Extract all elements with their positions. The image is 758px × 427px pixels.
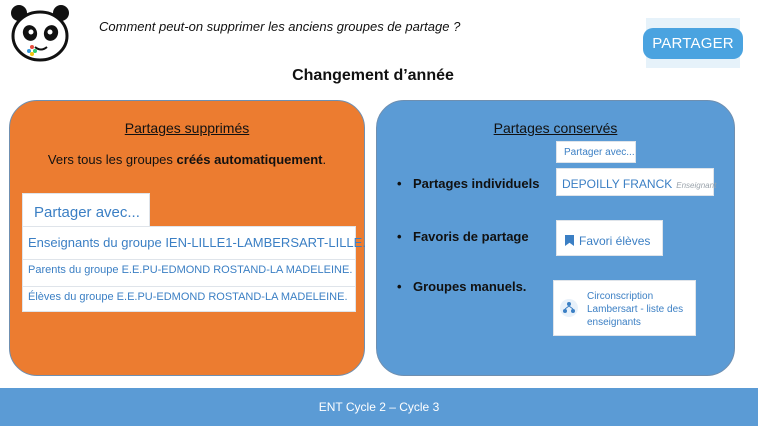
group-icon	[560, 299, 578, 317]
lead-suffix: .	[322, 152, 327, 167]
group-label: Circonscription Lambersart - liste des enseignants	[587, 291, 684, 328]
list-item[interactable]: Enseignants du groupe IEN-LILLE1-LAMBERSART-LILLE.	[28, 235, 366, 250]
kept-shares-panel	[376, 100, 735, 376]
divider	[23, 259, 355, 260]
bullet-favorites: • Favoris de partage	[397, 229, 529, 244]
bullet-individual: • Partages individuels	[397, 176, 540, 191]
list-item[interactable]: Parents du groupe E.E.PU-EDMOND ROSTAND-LA MADELEINE.	[28, 264, 353, 276]
deleted-shares-panel	[9, 100, 365, 376]
user-share-item[interactable]	[556, 168, 717, 196]
footer-bar	[0, 388, 758, 426]
page-title: Changement d’année	[292, 67, 454, 84]
kept-shares-heading: Partages conservés	[493, 120, 618, 136]
deleted-shares-heading: Partages supprimés	[124, 120, 250, 136]
manual-group-item[interactable]	[553, 280, 696, 336]
list-item[interactable]: Élèves du groupe E.E.PU-EDMOND ROSTAND-LA MADELEINE.	[28, 291, 348, 303]
divider	[23, 286, 355, 287]
bullet-label: Partages individuels	[413, 176, 540, 191]
bullet-label: Groupes manuels.	[413, 279, 527, 294]
user-name: DEPOILLY FRANCK	[562, 177, 673, 191]
footer-text: ENT Cycle 2 – Cycle 3	[318, 400, 440, 414]
bookmark-icon	[565, 235, 574, 246]
auto-group-list	[22, 226, 366, 312]
partager-button-label: PARTAGER	[643, 28, 743, 59]
favorite-share-item[interactable]	[556, 220, 663, 256]
deleted-shares-lead	[10, 152, 364, 167]
bullet-label: Favoris de partage	[413, 229, 529, 244]
bullet-manual-groups: • Groupes manuels.	[397, 279, 527, 294]
share-with-header: Partager avec...	[22, 193, 150, 227]
lead-prefix: Vers tous les groupes	[47, 152, 177, 167]
user-role: Enseignant	[676, 181, 717, 190]
share-with-header-small: Partager avec...	[556, 141, 636, 163]
lead-bold: créés automatiquement	[176, 152, 323, 167]
panda-logo-icon	[10, 4, 72, 62]
partager-button[interactable]	[646, 18, 740, 68]
page-question: Comment peut-on supprimer les anciens groupes de partage ?	[99, 19, 461, 34]
favorite-label: Favori élèves	[579, 234, 651, 248]
